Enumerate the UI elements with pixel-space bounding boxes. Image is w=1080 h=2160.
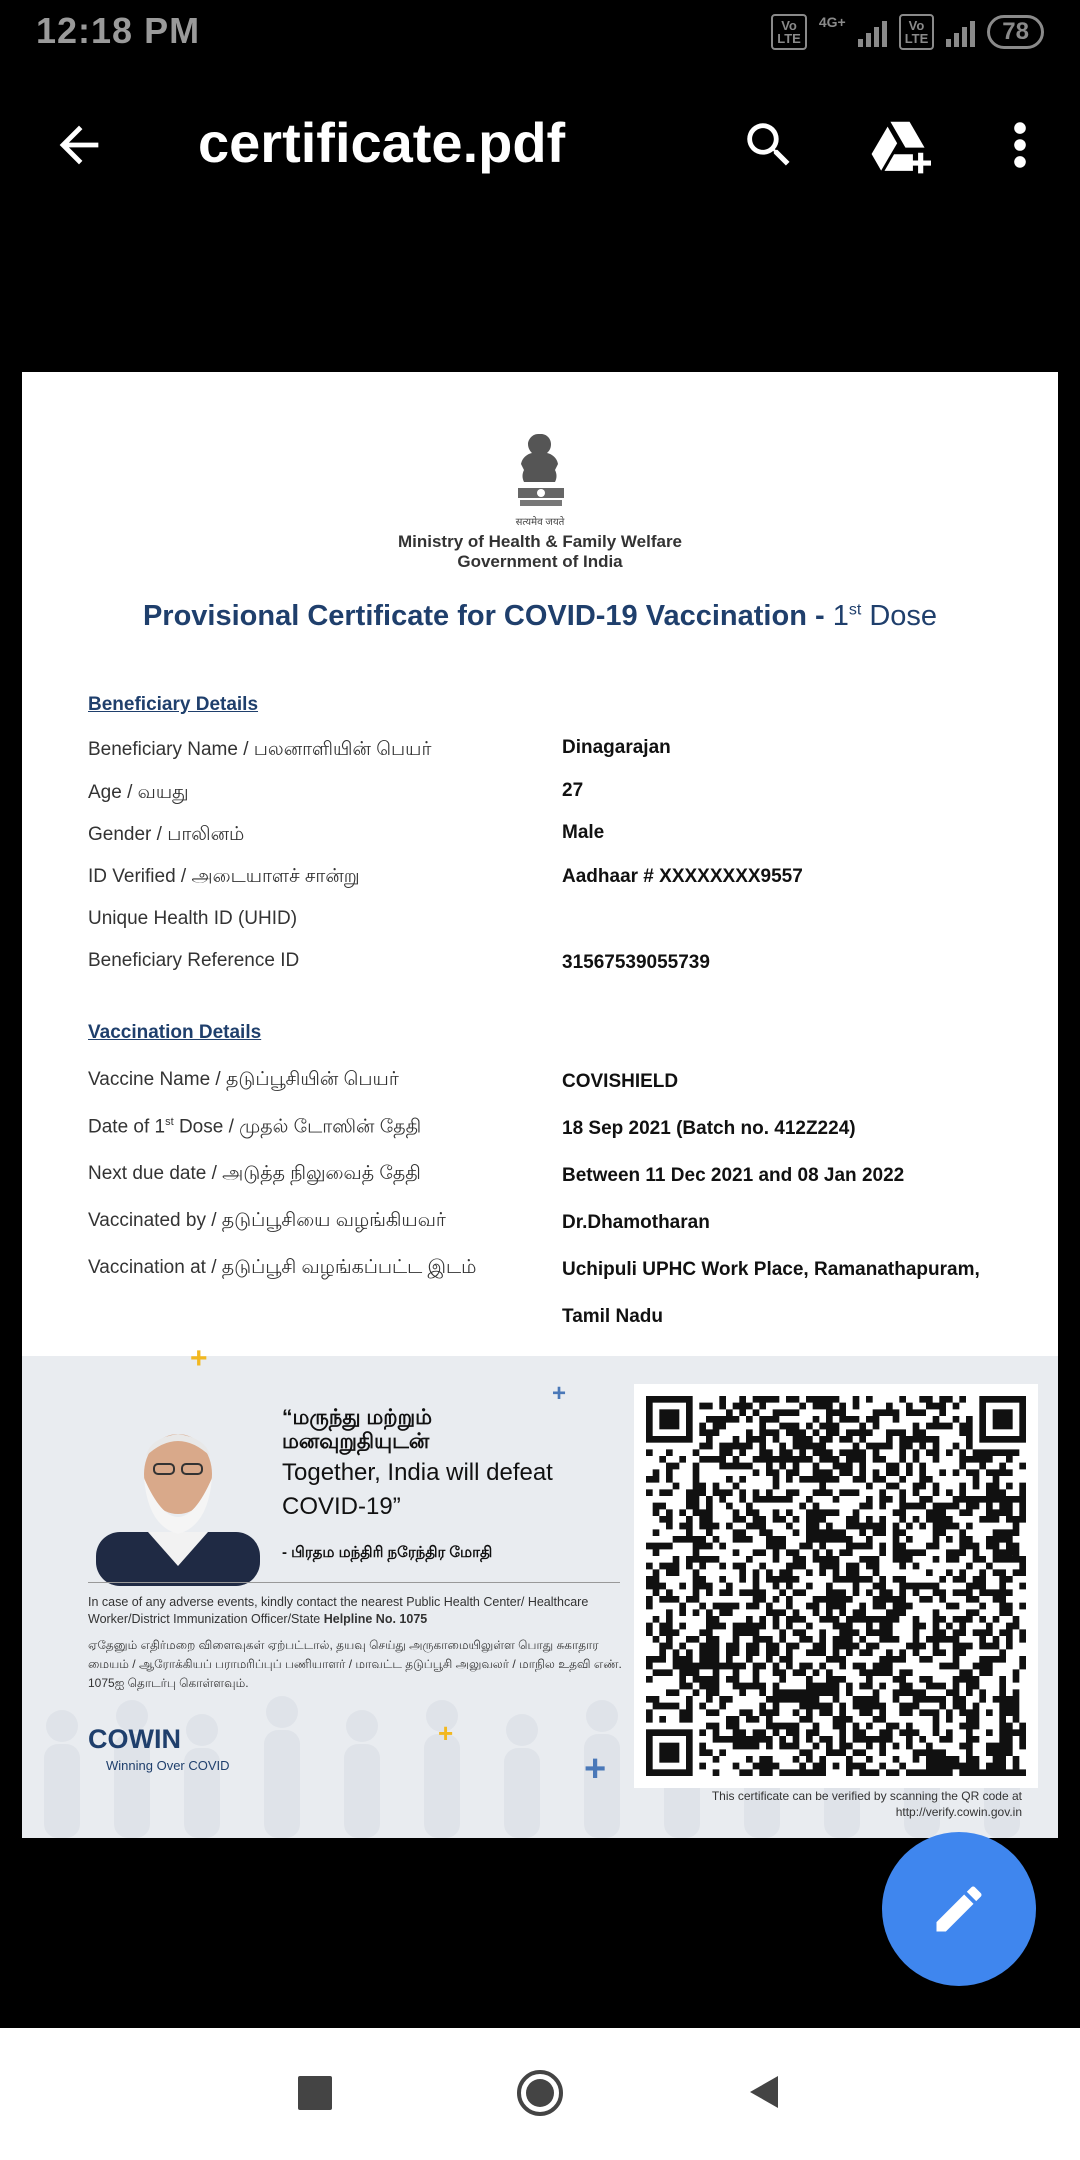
- cowin-tagline: Winning Over COVID: [106, 1758, 230, 1773]
- ministry-line-1: Ministry of Health & Family Welfare: [397, 532, 683, 551]
- title-dose-sup: st: [848, 601, 862, 619]
- app-bar: [0, 90, 1080, 200]
- reference-id-label: Beneficiary Reference ID: [88, 950, 300, 971]
- document-title: certificate.pdf: [198, 111, 566, 174]
- status-icons: [771, 14, 1044, 50]
- beneficiary-heading: Beneficiary Details: [88, 694, 259, 715]
- back-arrow-icon[interactable]: [50, 116, 108, 174]
- emblem-motto: सत्यमेव जयते: [515, 517, 565, 528]
- network-type: 4G+: [818, 14, 846, 30]
- plus-decoration-icon-2: +: [552, 1380, 567, 1407]
- vaccination-at-value: Uchipuli UPHC Work Place, Ramanathapuram,: [562, 1259, 980, 1280]
- quote-tamil-line-2: மனவுறுதியுடன்: [282, 1430, 430, 1453]
- beneficiary-name-value: Dinagarajan: [562, 737, 671, 758]
- next-due-value: Between 11 Dec 2021 and 08 Jan 2022: [562, 1165, 905, 1186]
- adverse-events-text: In case of any adverse events, kindly contact the nearest Public Health Center/ Healthcare Worker/District Immunization Officer/State: [88, 1595, 589, 1626]
- first-dose-date-value: 18 Sep 2021 (Batch no. 412Z224): [562, 1118, 856, 1139]
- helpline-number: Helpline No. 1075: [323, 1612, 428, 1626]
- qr-note-line-1: This certificate can be verified by scanning the QR code at: [711, 1789, 1022, 1803]
- qr-note-line-2: http://verify.cowin.gov.in: [895, 1805, 1022, 1819]
- title-main: Provisional Certificate for COVID-19 Vaccination -: [142, 600, 833, 632]
- vaccine-name-value: COVISHIELD: [562, 1071, 679, 1092]
- google-drive-add-icon[interactable]: [868, 114, 932, 176]
- signal-strength-icon-2: [946, 17, 975, 47]
- age-label: Age / வயது: [88, 782, 189, 803]
- plus-decoration-icon: +: [190, 1342, 208, 1375]
- status-time: 12:18 PM: [36, 10, 201, 51]
- next-due-label: Next due date / அடுத்த நிலுவைத் தேதி: [88, 1163, 421, 1184]
- plus-decoration-icon-3: +: [438, 1718, 454, 1748]
- qr-verify-note: [582, 1788, 1022, 1820]
- age-value: 27: [562, 780, 584, 801]
- certificate-banner: [22, 1342, 1058, 1838]
- certificate-title: [22, 600, 1058, 633]
- title-dose: Dose: [861, 600, 938, 632]
- uhid-label: Unique Health ID (UHID): [88, 908, 298, 929]
- cowin-logo: COWIN: [88, 1724, 181, 1754]
- recents-square-icon[interactable]: [298, 2076, 332, 2110]
- quote-tamil-line-1: “மருந்து மற்றும்: [282, 1406, 433, 1429]
- home-circle-icon[interactable]: [515, 2068, 565, 2118]
- beneficiary-name-label: Beneficiary Name / பலனாளியின் பெயர்: [88, 739, 432, 760]
- ministry-name: [22, 532, 1058, 572]
- signal-strength-icon: [858, 17, 887, 47]
- vaccination-at-value-2: Tamil Nadu: [562, 1306, 663, 1327]
- navigation-bar: [0, 2028, 1080, 2160]
- edit-pencil-icon: [929, 1879, 989, 1939]
- id-verified-value: Aadhaar # XXXXXXXX9557: [562, 866, 803, 887]
- status-bar: [0, 0, 1080, 70]
- prime-minister-portrait: [88, 1416, 268, 1586]
- quote-attribution: - பிரதம மந்திரி நரேந்திர மோதி: [282, 1544, 493, 1561]
- quote-tamil: [282, 1406, 602, 1454]
- qr-code: [634, 1384, 1038, 1788]
- first-dose-label-pre: Date of 1: [88, 1116, 166, 1138]
- back-triangle-icon[interactable]: [744, 2072, 784, 2112]
- vaccination-at-label: Vaccination at / தடுப்பூசி வழங்கப்பட்ட இடம்: [88, 1257, 477, 1278]
- quote-english: Together, India will defeat COVID-19”: [282, 1459, 553, 1520]
- adverse-events-english: [88, 1594, 628, 1628]
- title-dose-number: 1: [832, 600, 849, 632]
- banner-divider: [88, 1582, 620, 1583]
- reference-id-value: 31567539055739: [562, 952, 710, 973]
- gender-value: Male: [562, 822, 605, 843]
- first-dose-date-label: [88, 1116, 421, 1140]
- edit-fab[interactable]: [882, 1832, 1036, 1986]
- first-dose-label-sup: st: [165, 1116, 174, 1128]
- battery-indicator: 78: [987, 15, 1044, 49]
- gender-label: Gender / பாலினம்: [88, 824, 245, 845]
- volte-icon: Vo LTE: [771, 14, 807, 50]
- vaccine-name-label: Vaccine Name / தடுப்பூசியின் பெயர்: [88, 1069, 399, 1090]
- ministry-line-2: Government of India: [457, 552, 623, 571]
- plus-decoration-icon-4: +: [584, 1748, 607, 1790]
- adverse-events-tamil: ஏதேனும் எதிர்மறை விளைவுகள் ஏற்பட்டால், தயவு செய்து அருகாமையிலுள்ள பொது சுகாதார மையம் / ஆரோக்கியப் பராமரிப்புப் பணியாளர் / மாவட்ட தடுப்பூசி அலுவலர் / மாநில உதவி எண். 1075ஐ தொடர்பு கொள்ளவும்.: [88, 1638, 622, 1690]
- id-verified-label: ID Verified / அடையாளச் சான்று: [88, 866, 360, 887]
- qr-code-graphic: [634, 1384, 1038, 1788]
- first-dose-label-post: Dose / முதல் டோஸின் தேதி: [173, 1116, 422, 1138]
- more-vert-icon[interactable]: [1000, 116, 1040, 174]
- volte-icon-2: Vo LTE: [899, 14, 935, 50]
- vaccination-heading: Vaccination Details: [88, 1022, 262, 1043]
- vaccinated-by-value: Dr.Dhamotharan: [562, 1212, 710, 1233]
- pdf-page[interactable]: [22, 372, 1058, 1838]
- search-icon[interactable]: [740, 116, 798, 174]
- vaccinated-by-label: Vaccinated by / தடுப்பூசியை வழங்கியவர்: [88, 1210, 446, 1231]
